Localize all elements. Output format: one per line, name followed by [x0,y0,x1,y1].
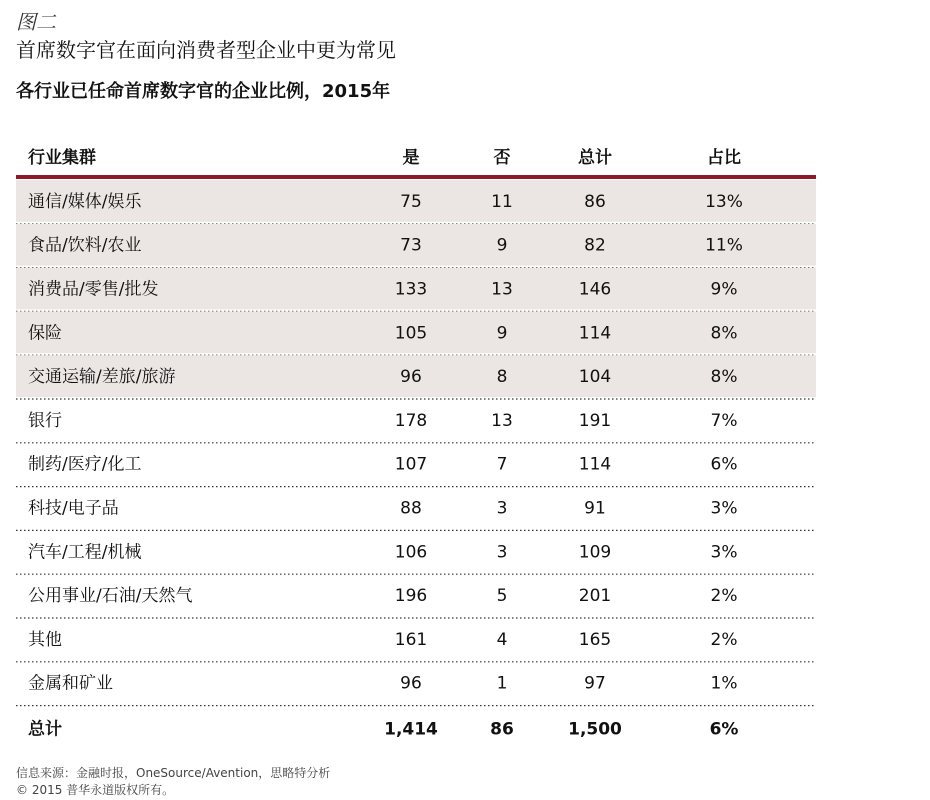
column-header-yes: 是 [402,148,420,168]
table-cell-no: 8 [496,367,508,388]
table-cell-yes: 96 [400,367,422,388]
table-cell-industry: 金属和矿业 [28,673,113,694]
table-cell-yes: 88 [400,498,422,519]
table-cell-share: 9% [710,279,738,300]
table-cell-no: 7 [496,454,508,475]
table-cell-total: 91 [584,498,606,519]
table-cell-industry: 食品/饮料/农业 [28,235,142,256]
table-cell-no: 11 [491,191,513,212]
copyright-note: © 2015 普华永道版权所有。 [16,783,175,797]
table-cell-yes: 105 [394,323,428,344]
chart-subtitle: 各行业已任命首席数字官的企业比例，2015年 [16,81,391,102]
table-cell-yes: 161 [394,629,428,650]
column-header-total: 总计 [578,148,612,168]
table-cell-total: 97 [584,673,606,694]
column-header-share: 占比 [707,148,741,168]
table-cell-yes: 107 [394,454,428,475]
table-cell-yes: 96 [400,673,422,694]
table-cell-share: 8% [710,367,738,388]
table-cell-yes: 178 [394,410,428,431]
table-cell-no: 1 [496,673,508,694]
table-cell-no: 3 [496,498,508,519]
table-cell-total: 104 [578,367,612,388]
total-cell-share: 6% [709,719,739,740]
source-note: 信息来源：金融时报，OneSource/Avention，思略特分析 [16,766,331,780]
table-cell-share: 11% [705,235,743,256]
chart-title: 首席数字官在面向消费者型企业中更为常见 [16,38,396,62]
column-header-no: 否 [493,148,511,168]
table-cell-yes: 133 [394,279,428,300]
table-cell-share: 7% [710,410,738,431]
table-cell-total: 82 [584,235,606,256]
table-cell-share: 1% [710,673,738,694]
table-cell-industry: 公用事业/石油/天然气 [28,586,193,607]
table-cell-no: 9 [496,235,508,256]
table-cell-share: 13% [705,191,743,212]
total-cell-no: 86 [490,719,514,740]
table-cell-industry: 制药/医疗/化工 [28,454,142,475]
table-cell-no: 3 [496,542,508,563]
table-cell-total: 191 [578,410,612,431]
figure-label: 图二 [16,10,56,34]
total-cell-industry: 总计 [28,719,62,740]
table-cell-industry: 其他 [28,629,62,650]
table-cell-share: 6% [710,454,738,475]
table-cell-industry: 银行 [28,410,62,431]
table-cell-yes: 73 [400,235,422,256]
table-cell-no: 13 [491,279,513,300]
table-cell-industry: 保险 [28,323,62,344]
table-cell-yes: 106 [394,542,428,563]
table-cell-share: 8% [710,323,738,344]
table-cell-industry: 汽车/工程/机械 [28,542,142,563]
column-header-industry: 行业集群 [28,148,96,168]
table-cell-total: 86 [584,191,606,212]
table-cell-yes: 196 [394,586,428,607]
table-cell-share: 3% [710,498,738,519]
table-cell-no: 4 [496,629,508,650]
table-cell-total: 146 [578,279,612,300]
table-cell-industry: 交通运输/差旅/旅游 [28,367,176,388]
total-cell-yes: 1,414 [384,719,438,740]
table-cell-yes: 75 [400,191,422,212]
table-cell-share: 2% [710,629,738,650]
table-cell-total: 201 [578,586,612,607]
table-cell-share: 2% [710,586,738,607]
table-cell-industry: 科技/电子品 [28,498,119,519]
table-cell-total: 114 [578,323,612,344]
table-cell-total: 165 [578,629,612,650]
table-cell-no: 13 [491,410,513,431]
table-cell-total: 109 [578,542,612,563]
header-rule [16,175,816,179]
table-cell-share: 3% [710,542,738,563]
total-cell-total: 1,500 [568,719,622,740]
table-cell-no: 5 [496,586,508,607]
table-cell-no: 9 [496,323,508,344]
table-cell-industry: 消费品/零售/批发 [28,279,159,300]
table-cell-total: 114 [578,454,612,475]
table-cell-industry: 通信/媒体/娱乐 [28,191,142,212]
